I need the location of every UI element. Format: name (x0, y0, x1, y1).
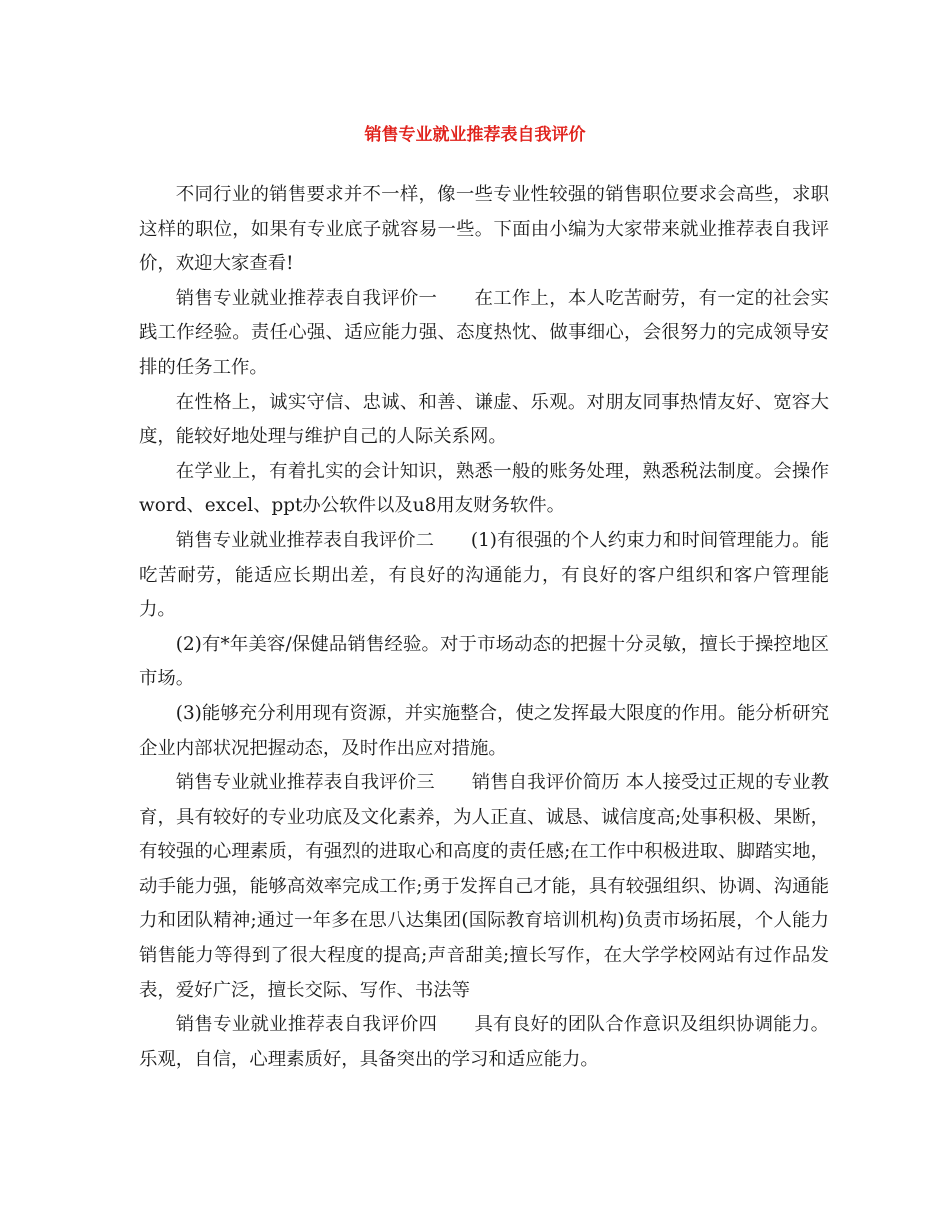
document-title: 销售专业就业推荐表自我评价 (364, 125, 586, 145)
document-body (139, 178, 829, 1077)
paragraph-sales-experience: (2)有*年美容/保健品销售经验。对于市场动态的把握十分灵敏，擅长于操控地区市场。 (139, 633, 829, 690)
paragraph-intro: 不同行业的销售要求并不一样，像一些专业性较强的销售职位要求会高些，求职这样的职位，如果有专业底子就容易一些。下面由小编为大家带来就业推荐表自我评价，欢迎大家查看! (139, 184, 829, 275)
paragraph-personality: 在性格上，诚实守信、忠诚、和善、谦虚、乐观。对朋友同事热情友好、宽容大度，能较好地处理与维护自己的人际关系网。 (139, 391, 829, 448)
paragraph-evaluation-one: 销售专业就业推荐表自我评价一 在工作上，本人吃苦耐劳，有一定的社会实践工作经验。责任心强、适应能力强、态度热忱、做事细心，会很努力的完成领导安排的任务工作。 (139, 287, 829, 378)
paragraph-evaluation-two: 销售专业就业推荐表自我评价二 (1)有很强的个人约束力和时间管理能力。能吃苦耐劳，能适应长期出差，有良好的沟通能力，有良好的客户组织和客户管理能力。 (139, 529, 829, 621)
paragraph-evaluation-four: 销售专业就业推荐表自我评价四 具有良好的团队合作意识及组织协调能力。乐观，自信，心理素质好，具备突出的学习和适应能力。 (139, 1014, 829, 1070)
paragraph-evaluation-three: 销售专业就业推荐表自我评价三 销售自我评价简历 本人接受过正规的专业教育，具有较好的专业功底及文化素养，为人正直、诚恳、诚信度高;处事积极、果断，有较强的心理素质，有强烈的进取心和高度的责任感;在工作中积极进取、脚踏实地，动手能力强，能够高效率完成工作;勇于发挥自己才能，具有较强组织、协调、沟通能力和团队精神;通过一年多在思八达集团(国际教育培训机构)负责市场拓展，个人能力销售能力等得到了很大程度的提高;声音甜美;擅长写作，在大学学校网站有过作品发表，爱好广泛，擅长交际、写作、书法等 (139, 772, 829, 1001)
paragraph-resources: (3)能够充分利用现有资源，并实施整合，使之发挥最大限度的作用。能分析研究企业内部状况把握动态，及时作出应对措施。 (139, 702, 829, 759)
paragraph-academics: 在学业上，有着扎实的会计知识，熟悉一般的账务处理，熟悉税法制度。会操作word、excel、ppt办公软件以及u8用友财务软件。 (139, 460, 829, 517)
